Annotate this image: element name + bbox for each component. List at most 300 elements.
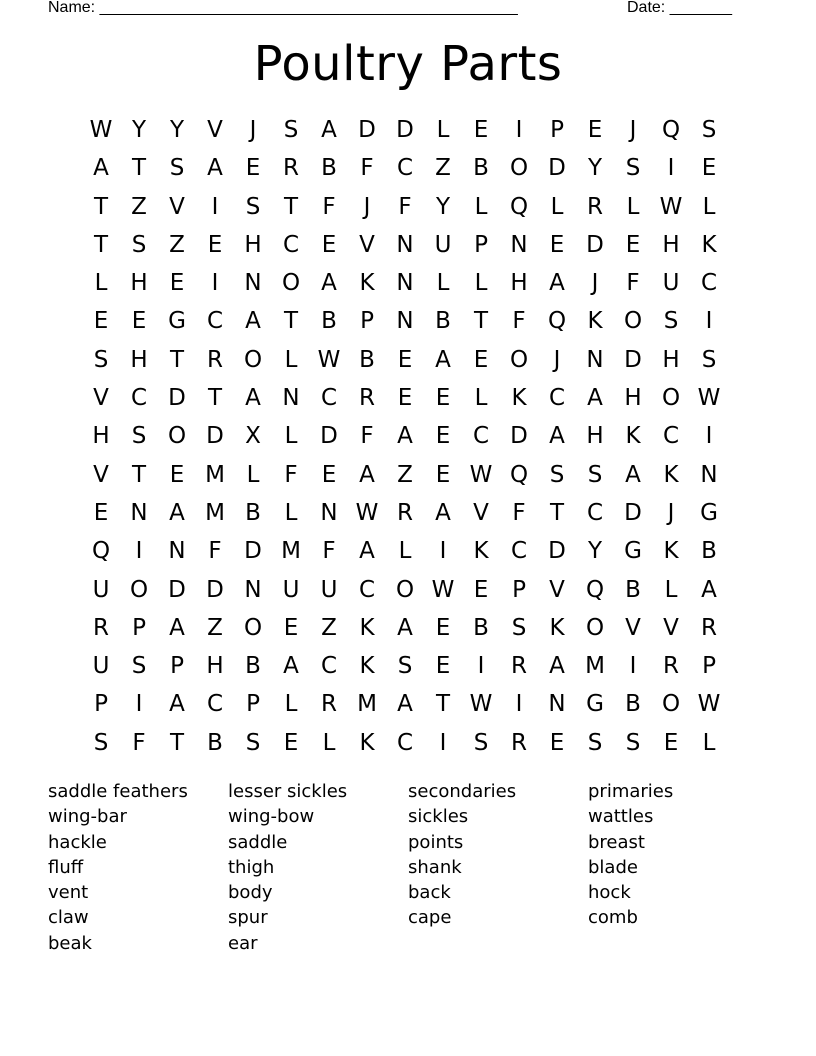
grid-letter: C (662, 423, 680, 450)
grid-letter: C (548, 385, 566, 412)
grid-letter: I (135, 538, 143, 565)
grid-letter: Y (587, 155, 603, 182)
grid-letter: Y (435, 193, 451, 220)
grid-letter: R (511, 729, 527, 756)
grid-letter: K (511, 385, 527, 412)
grid-letter: D (624, 499, 642, 526)
grid-letter: K (663, 461, 679, 488)
grid-letter: S (663, 308, 679, 335)
grid-letter: F (512, 308, 526, 335)
grid-letter: S (93, 346, 109, 373)
grid-letter: C (130, 385, 148, 412)
grid-letter: F (626, 270, 640, 297)
grid-letter: D (320, 423, 338, 450)
grid-letter: L (626, 193, 640, 220)
grid-letter: P (132, 614, 146, 641)
grid-letter: A (435, 346, 451, 373)
grid-letter: N (282, 385, 300, 412)
grid-letter: O (167, 423, 187, 450)
grid-letter: W (431, 576, 455, 603)
grid-letter: W (659, 193, 683, 220)
grid-letter: E (473, 117, 489, 143)
grid-letter: K (701, 231, 717, 258)
grid-letter: E (207, 231, 223, 258)
grid-letter: R (663, 653, 679, 680)
grid-letter: I (211, 193, 219, 220)
grid-letter: A (397, 423, 413, 450)
grid-letter: S (93, 729, 109, 756)
grid-letter: A (587, 385, 603, 412)
grid-letter: V (549, 576, 565, 603)
grid-letter: P (246, 691, 260, 718)
word-bank-item: sickles (408, 806, 469, 828)
grid-letter: O (509, 346, 529, 373)
grid-letter: T (93, 231, 109, 258)
word-bank-item: wattles (588, 806, 654, 828)
grid-letter: I (705, 308, 713, 335)
grid-letter: U (434, 231, 452, 258)
grid-letter: W (697, 691, 721, 718)
grid-letter: T (131, 461, 147, 488)
grid-letter: M (205, 499, 225, 526)
grid-letter: Z (207, 614, 223, 641)
grid-letter: R (359, 385, 375, 412)
grid-letter: S (625, 155, 641, 182)
grid-letter: F (322, 193, 336, 220)
word-bank-item: ear (228, 932, 258, 954)
grid-letter: L (474, 270, 488, 297)
grid-letter: Z (131, 193, 147, 220)
grid-letter: D (168, 576, 186, 603)
grid-letter: K (663, 538, 679, 565)
grid-letter: P (512, 576, 526, 603)
grid-letter: V (207, 117, 223, 143)
word-bank-item: comb (588, 907, 638, 929)
grid-letter: D (168, 385, 186, 412)
grid-letter: S (397, 653, 413, 680)
grid-letter: I (705, 423, 713, 450)
grid-letter: D (358, 117, 376, 143)
grid-letter: A (435, 499, 451, 526)
grid-letter: K (473, 538, 489, 565)
grid-letter: Q (547, 308, 567, 335)
grid-letter: A (359, 461, 375, 488)
grid-letter: R (321, 691, 337, 718)
grid-letter: A (169, 691, 185, 718)
name-field-label: Name: _______________________________________________ (48, 0, 518, 16)
grid-letter: T (283, 193, 299, 220)
grid-letter: I (211, 270, 219, 297)
grid-letter: F (322, 538, 336, 565)
grid-letter: L (436, 117, 450, 143)
grid-letter: W (469, 461, 493, 488)
grid-letter: M (281, 538, 301, 565)
grid-letter: I (629, 653, 637, 680)
grid-letter: V (93, 461, 109, 488)
grid-letter: R (511, 653, 527, 680)
grid-letter: S (245, 729, 261, 756)
grid-letter: E (397, 346, 413, 373)
grid-letter: O (661, 691, 681, 718)
grid-letter: C (396, 729, 414, 756)
grid-letter: F (284, 461, 298, 488)
grid-letter: G (168, 308, 186, 335)
grid-letter: B (473, 614, 489, 641)
grid-letter: S (169, 155, 185, 182)
grid-letter: D (624, 346, 642, 373)
grid-letter: A (169, 499, 185, 526)
grid-letter: E (321, 231, 337, 258)
grid-letter: M (357, 691, 377, 718)
grid-letter: E (169, 270, 185, 297)
grid-letter: E (321, 461, 337, 488)
grid-letter: V (663, 614, 679, 641)
grid-letter: K (359, 729, 375, 756)
grid-letter: E (283, 729, 299, 756)
grid-letter: J (249, 117, 257, 143)
grid-letter: B (245, 653, 261, 680)
grid-letter: E (169, 461, 185, 488)
grid-letter: M (585, 653, 605, 680)
word-search-grid (82, 111, 728, 762)
grid-letter: N (548, 691, 566, 718)
grid-letter: C (472, 423, 490, 450)
grid-letter: E (587, 117, 603, 143)
grid-letter: L (474, 193, 488, 220)
grid-letter: S (549, 461, 565, 488)
grid-letter: I (667, 155, 675, 182)
grid-letter: E (435, 423, 451, 450)
grid-letter: E (549, 231, 565, 258)
grid-letter: C (320, 385, 338, 412)
grid-letter: Q (661, 117, 681, 143)
grid-letter: U (282, 576, 300, 603)
grid-letter: B (701, 538, 717, 565)
grid-letter: W (89, 117, 113, 143)
grid-letter: C (510, 538, 528, 565)
grid-letter: U (662, 270, 680, 297)
grid-letter: X (245, 423, 261, 450)
grid-letter: K (359, 270, 375, 297)
word-bank-item: thigh (228, 856, 275, 878)
word-bank-item: shank (408, 856, 462, 878)
grid-letter: E (131, 308, 147, 335)
grid-letter: N (320, 499, 338, 526)
grid-letter: S (131, 231, 147, 258)
grid-letter: A (169, 614, 185, 641)
grid-letter: E (397, 385, 413, 412)
grid-letter: H (130, 270, 148, 297)
grid-letter: P (360, 308, 374, 335)
grid-letter: Q (91, 538, 111, 565)
grid-letter: O (129, 576, 149, 603)
grid-letter: I (135, 691, 143, 718)
grid-letter: A (701, 576, 717, 603)
word-bank-item: primaries (588, 781, 674, 802)
grid-letter: L (702, 729, 716, 756)
grid-letter: R (701, 614, 717, 641)
word-bank-item: points (408, 831, 464, 853)
grid-letter: T (169, 729, 185, 756)
grid-letter: D (396, 117, 414, 143)
grid-letter: A (397, 691, 413, 718)
grid-letter: I (477, 653, 485, 680)
grid-letter: E (93, 499, 109, 526)
grid-letter: G (586, 691, 604, 718)
grid-letter: F (360, 155, 374, 182)
grid-letter: P (702, 653, 716, 680)
grid-letter: U (320, 576, 338, 603)
grid-letter: T (93, 193, 109, 220)
grid-letter: S (587, 729, 603, 756)
grid-letter: H (662, 346, 680, 373)
grid-letter: L (246, 461, 260, 488)
word-bank-item: wing-bow (228, 806, 315, 828)
grid-letter: S (701, 117, 717, 143)
grid-letter: V (93, 385, 109, 412)
page-title: Poultry Parts (253, 36, 563, 92)
grid-letter: Q (509, 461, 529, 488)
word-bank-item: vent (48, 882, 89, 904)
grid-letter: J (591, 270, 599, 297)
grid-letter: L (436, 270, 450, 297)
word-bank-item: breast (588, 831, 645, 853)
grid-letter: L (284, 423, 298, 450)
grid-letter: L (284, 346, 298, 373)
grid-letter: P (170, 653, 184, 680)
grid-letter: C (282, 231, 300, 258)
grid-letter: N (586, 346, 604, 373)
grid-letter: H (662, 231, 680, 258)
grid-letter: C (586, 499, 604, 526)
grid-letter: O (661, 385, 681, 412)
grid-letter: D (206, 576, 224, 603)
grid-letter: E (549, 729, 565, 756)
grid-letter: K (549, 614, 565, 641)
grid-letter: N (700, 461, 718, 488)
grid-letter: T (473, 308, 489, 335)
grid-letter: T (169, 346, 185, 373)
grid-letter: C (358, 576, 376, 603)
word-bank-item: hock (588, 882, 631, 904)
word-bank-item: fluff (48, 856, 84, 878)
grid-letter: C (206, 308, 224, 335)
grid-letter: N (168, 538, 186, 565)
grid-letter: U (92, 576, 110, 603)
grid-letter: C (320, 653, 338, 680)
grid-letter: P (474, 231, 488, 258)
grid-letter: A (207, 155, 223, 182)
word-bank (48, 779, 768, 956)
word-bank-item: wing-bar (48, 806, 127, 828)
grid-letter: K (359, 614, 375, 641)
grid-letter: N (396, 308, 414, 335)
grid-letter: E (625, 231, 641, 258)
grid-letter: A (549, 270, 565, 297)
grid-letter: S (473, 729, 489, 756)
grid-letter: Z (435, 155, 451, 182)
grid-letter: F (398, 193, 412, 220)
word-bank-item: spur (228, 907, 268, 929)
grid-letter: F (360, 423, 374, 450)
grid-letter: J (553, 346, 561, 373)
grid-letter: E (473, 346, 489, 373)
grid-letter: S (131, 653, 147, 680)
grid-letter: N (396, 231, 414, 258)
word-bank-item: cape (408, 907, 452, 929)
grid-letter: I (439, 729, 447, 756)
grid-letter: O (395, 576, 415, 603)
grid-letter: V (473, 499, 489, 526)
grid-letter: N (396, 270, 414, 297)
grid-letter: S (245, 193, 261, 220)
word-bank-item: claw (48, 907, 89, 929)
grid-letter: E (435, 614, 451, 641)
grid-letter: W (317, 346, 341, 373)
grid-letter: A (321, 270, 337, 297)
grid-letter: H (92, 423, 110, 450)
grid-letter: S (283, 117, 299, 143)
grid-letter: B (625, 691, 641, 718)
grid-letter: E (245, 155, 261, 182)
grid-letter: B (359, 346, 375, 373)
grid-letter: A (321, 117, 337, 143)
grid-letter: S (701, 346, 717, 373)
grid-letter: F (132, 729, 146, 756)
grid-letter: K (359, 653, 375, 680)
grid-letter: F (208, 538, 222, 565)
grid-letter: E (435, 461, 451, 488)
grid-letter: T (283, 308, 299, 335)
grid-letter: O (243, 346, 263, 373)
grid-letter: O (509, 155, 529, 182)
grid-letter: Y (131, 117, 147, 143)
grid-letter: U (92, 653, 110, 680)
grid-letter: L (94, 270, 108, 297)
grid-letter: B (473, 155, 489, 182)
grid-letter: L (284, 499, 298, 526)
grid-letter: E (93, 308, 109, 335)
grid-letter: C (700, 270, 718, 297)
grid-letter: D (586, 231, 604, 258)
grid-letter: Z (169, 231, 185, 258)
word-bank-item: body (228, 882, 273, 904)
grid-letter: B (245, 499, 261, 526)
word-bank-item: saddle (228, 831, 288, 853)
grid-letter: D (206, 423, 224, 450)
grid-letter: Q (509, 193, 529, 220)
grid-letter: D (548, 155, 566, 182)
grid-letter: D (510, 423, 528, 450)
grid-letter: L (702, 193, 716, 220)
grid-letter: A (549, 423, 565, 450)
grid-letter: A (397, 614, 413, 641)
grid-letter: N (244, 270, 262, 297)
grid-letter: A (245, 385, 261, 412)
grid-letter: T (435, 691, 451, 718)
grid-letter: O (585, 614, 605, 641)
grid-letter: K (625, 423, 641, 450)
grid-letter: S (587, 461, 603, 488)
grid-letter: I (515, 117, 523, 143)
grid-letter: A (245, 308, 261, 335)
grid-letter: H (624, 385, 642, 412)
grid-letter: V (359, 231, 375, 258)
grid-letter: W (355, 499, 379, 526)
grid-letter: M (205, 461, 225, 488)
grid-letter: Y (587, 538, 603, 565)
grid-letter: K (587, 308, 603, 335)
word-bank-item: saddle feathers (48, 781, 188, 802)
grid-letter: B (321, 155, 337, 182)
worksheet-header (0, 0, 816, 22)
grid-letter: E (435, 653, 451, 680)
grid-letter: R (207, 346, 223, 373)
grid-letter: H (130, 346, 148, 373)
grid-letter: D (244, 538, 262, 565)
grid-letter: H (206, 653, 224, 680)
grid-letter: W (469, 691, 493, 718)
grid-letter: H (586, 423, 604, 450)
grid-letter: Z (397, 461, 413, 488)
word-bank-item: hackle (48, 831, 107, 853)
grid-letter: W (697, 385, 721, 412)
grid-letter: O (281, 270, 301, 297)
grid-letter: G (624, 538, 642, 565)
grid-letter: E (473, 576, 489, 603)
word-bank-item: lesser sickles (228, 781, 348, 802)
grid-letter: O (623, 308, 643, 335)
grid-letter: E (701, 155, 717, 182)
grid-letter: D (548, 538, 566, 565)
grid-letter: V (625, 614, 641, 641)
grid-letter: L (398, 538, 412, 565)
grid-letter: N (244, 576, 262, 603)
grid-letter: B (321, 308, 337, 335)
grid-letter: J (363, 193, 371, 220)
grid-letter: N (510, 231, 528, 258)
grid-letter: Y (169, 117, 185, 143)
grid-letter: E (283, 614, 299, 641)
grid-letter: L (284, 691, 298, 718)
grid-letter: C (206, 691, 224, 718)
grid-letter: S (511, 614, 527, 641)
grid-letter: E (435, 385, 451, 412)
word-bank-item: back (408, 882, 451, 904)
grid-letter: T (207, 385, 223, 412)
grid-letter: R (283, 155, 299, 182)
word-bank-item: secondaries (408, 781, 517, 802)
grid-letter: E (663, 729, 679, 756)
grid-letter: L (550, 193, 564, 220)
grid-letter: T (131, 155, 147, 182)
grid-letter: L (322, 729, 336, 756)
grid-letter: A (625, 461, 641, 488)
word-bank-item: blade (588, 856, 638, 878)
grid-letter: L (664, 576, 678, 603)
grid-letter: A (359, 538, 375, 565)
grid-letter: A (283, 653, 299, 680)
grid-letter: R (397, 499, 413, 526)
grid-letter: A (93, 155, 109, 182)
grid-letter: Q (585, 576, 605, 603)
grid-letter: H (244, 231, 262, 258)
grid-letter: C (396, 155, 414, 182)
grid-letter: B (435, 308, 451, 335)
grid-letter: R (93, 614, 109, 641)
grid-letter: I (515, 691, 523, 718)
grid-letter: J (667, 499, 675, 526)
